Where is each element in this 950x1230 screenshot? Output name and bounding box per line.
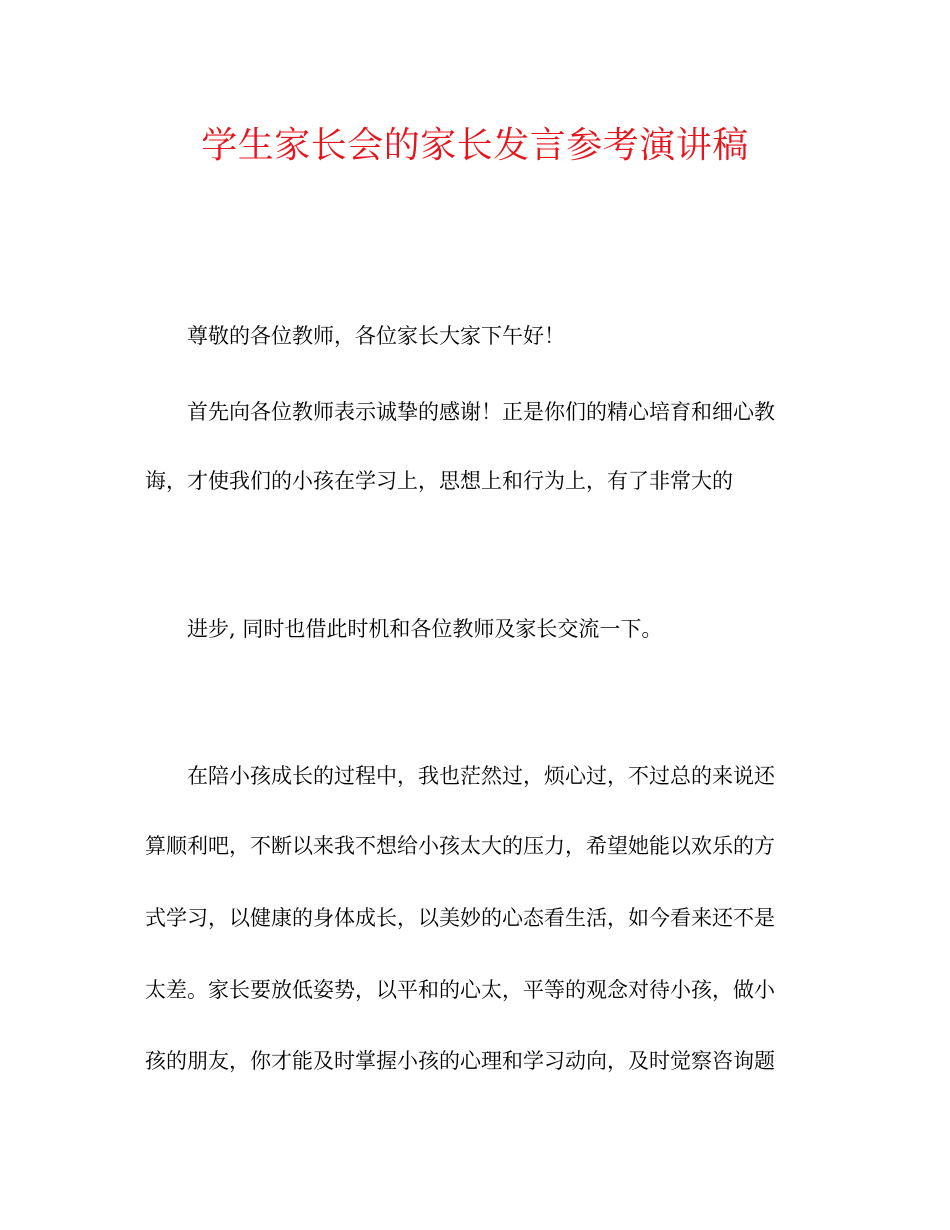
paragraph-line: 诲，才使我们的小孩在学习上，思想上和行为上，有了非常大的: [145, 469, 733, 493]
paragraph-line: 式学习，以健康的身体成长，以美妙的心态看生活，如今看来还不是: [145, 906, 775, 930]
paragraph-line: 进步, 同时也借此时机和各位教师及家长交流一下。: [187, 617, 663, 641]
paragraph-line: 孩的朋友，你才能及时掌握小孩的心理和学习动向，及时觉察咨询题: [145, 1049, 775, 1073]
paragraph-line: 在陪小孩成长的过程中，我也茫然过，烦心过，不过总的来说还: [187, 764, 775, 788]
paragraph-line: 太差。家长要放低姿势，以平和的心太，平等的观念对待小孩，做小: [145, 978, 775, 1002]
paragraph-line: 算顺利吧，不断以来我不想给小孩太大的压力，希望她能以欢乐的方: [145, 834, 775, 858]
greeting-line: 尊敬的各位教师，各位家长大家下午好！: [187, 324, 565, 348]
paragraph-line: 首先向各位教师表示诚挚的感谢！正是你们的精心培育和细心教: [187, 400, 775, 424]
document-title: 学生家长会的家长发言参考演讲稿: [201, 125, 749, 166]
